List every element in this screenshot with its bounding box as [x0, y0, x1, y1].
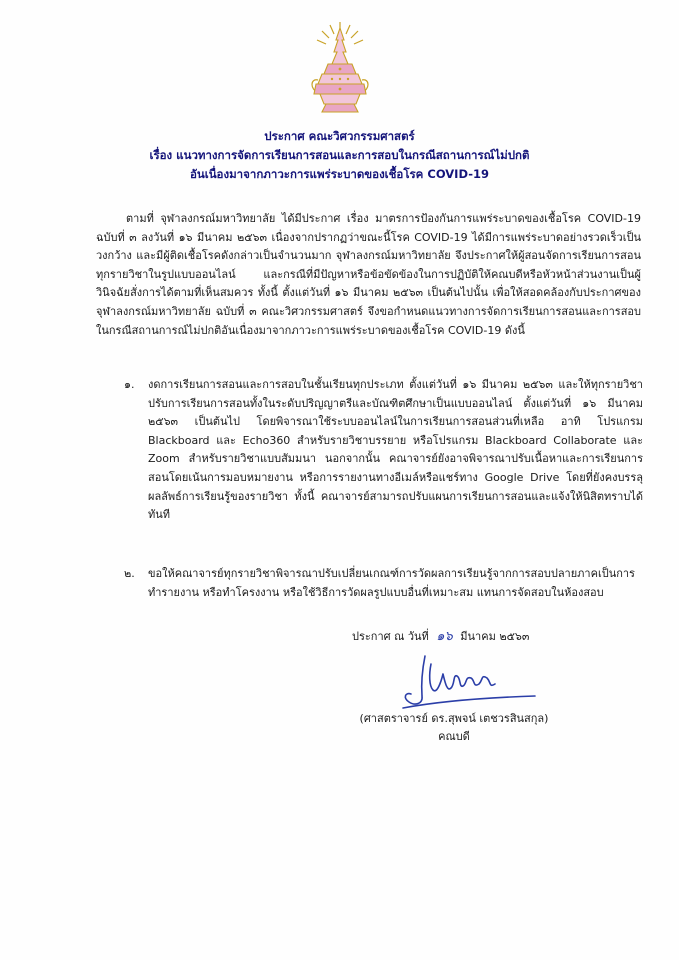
announcement-heading [0, 127, 679, 184]
date-day-handwritten: ๑๖ [436, 629, 453, 644]
date-prefix: ประกาศ ณ วันที่ [352, 630, 429, 643]
signatory-block [334, 710, 574, 746]
announcement-date [352, 628, 612, 646]
handwritten-signature [395, 652, 545, 712]
list-item [124, 565, 643, 602]
signatory-name: (ศาสตราจารย์ ดร.สุพจน์ เตชวรสินสกุล) [359, 712, 549, 725]
announcement-subject: เรื่อง แนวทางการจัดการเรียนการสอนและการสอบในกรณีสถานการณ์ไม่ปกติ [149, 148, 530, 162]
list-item-text: งดการเรียนการสอนและการสอบในชั้นเรียนทุกประเภท ตั้งแต่วันที่ ๑๖ มีนาคม ๒๕๖๓ และให้ทุกรายวิชาปรับการเรียนการสอนทั้งในระดับปริญญาตรีและบัณฑิตศึกษาเป็นแบบออนไลน์ ตั้งแต่วันที่ ๑๖ มีนาคม ๒๕๖๓ เป็นต้นไป โดยพิจารณาใช้ระบบออนไลน์ในการเรียนการสอนส่วนที่เหลือ อาทิ โปรแกรม Blackboard และ Echo360 สำหรับรายวิชาบรรยาย หรือโปรแกรม Blackboard Collaborate และ Zoom สำหรับรายวิชาแบบสัมมนา นอกจากนั้น คณาจารย์ยังอาจพิจารณาปรับเนื้อหาและการเรียนการสอนโดยเน้นการมอบหมายงาน หรือการรายงานทางอีเมล์หรือแชร์ทาง Google Drive โดยที่ยังคงบรรลุผลลัพธ์การเรียนรู้ของรายวิชา ทั้งนี้ คณาจารย์สามารถปรับแผนการเรียนการสอนและแจ้งให้นิสิตทราบได้ทันที [148, 378, 643, 522]
list-item-number: ๒. [124, 567, 135, 580]
announcement-issuer: ประกาศ คณะวิศวกรรมศาสตร์ [264, 129, 415, 143]
intro-paragraph: ตามที่ จุฬาลงกรณ์มหาวิทยาลัย ได้มีประกาศ เรื่อง มาตรการป้องกันการแพร่ระบาดของเชื้อโรค COVID-19 ฉบับที่ ๓ ลงวันที่ ๑๖ มีนาคม ๒๕๖๓ เนื่องจากปรากฏว่าขณะนี้โรค COVID-19 ได้มีการแพร่ระบาดอย่างรวดเร็วเป็นวงกว้าง และมีผู้ติดเชื้อโรคดังกล่าวเป็นจำนวนมาก จุฬาลงกรณ์มหาวิทยาลัย จึงประกาศให้ผู้สอนจัดการเรียนการสอนทุกรายวิชาในรูปแบบออนไลน์ และกรณีที่มีปัญหาหรือข้อขัดข้องในการปฏิบัติให้คณบดีหรือหัวหน้าส่วนงานเป็นผู้วินิจฉัยสั่งการได้ตามที่เห็นสมควร ทั้งนี้ ตั้งแต่วันที่ ๑๖ มีนาคม ๒๕๖๓ เป็นต้นไปนั้น เพื่อให้สอดคล้องกับประกาศของจุฬาลงกรณ์มหาวิทยาลัย ฉบับที่ ๓ คณะวิศวกรรมศาสตร์ จึงขอกำหนดแนวทางการจัดการเรียนการสอนและการสอบในกรณีสถานการณ์ไม่ปกติอันเนื่องมาจากภาวะการแพร่ระบาดของเชื้อโรค COVID-19 ดังนี้ [96, 212, 641, 337]
university-seal-emblem [304, 18, 376, 118]
list-item-number: ๑. [124, 378, 135, 391]
date-suffix: มีนาคม ๒๕๖๓ [460, 630, 530, 643]
signatory-title: คณบดี [438, 730, 470, 743]
announcement-subject-cont: อันเนื่องมาจากภาวะการแพร่ระบาดของเชื้อโรค COVID-19 [190, 167, 489, 181]
list-item [124, 376, 643, 525]
list-item-text: ขอให้คณาจารย์ทุกรายวิชาพิจารณาปรับเปลี่ยนเกณฑ์การวัดผลการเรียนรู้จากการสอบปลายภาคเป็นการทำรายงาน หรือทำโครงงาน หรือใช้วิธีการวัดผลรูปแบบอื่นที่เหมาะสม แทนการจัดสอบในห้องสอบ [148, 567, 635, 599]
